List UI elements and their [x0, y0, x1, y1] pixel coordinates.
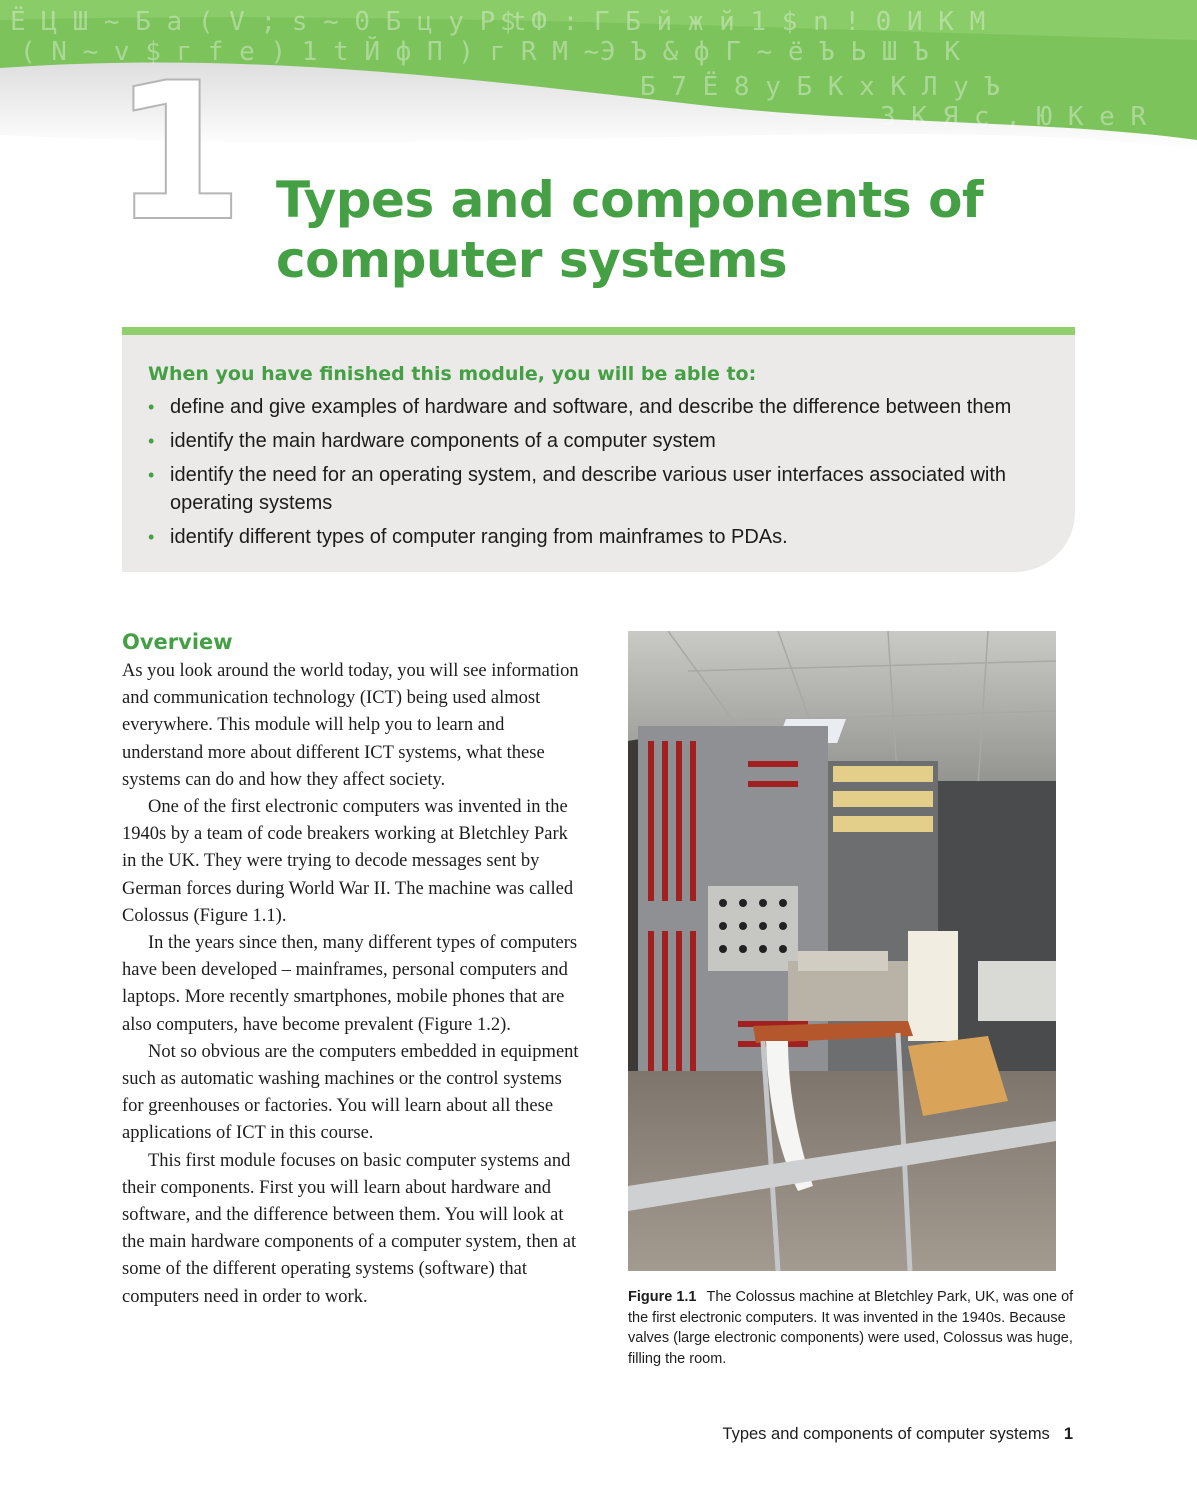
figure-caption-text: The Colossus machine at Bletchley Park, UK, was one of the first electronic computers. It was invented in the 1940s. Because valves (large electronic components) were used, Colossus was huge, filling the room. [628, 1289, 1074, 1367]
objective-item [148, 393, 1049, 421]
page-number: 1 [1063, 1425, 1073, 1443]
colossus-photo [628, 631, 1056, 1271]
overview-heading: Overview [122, 630, 233, 654]
bullet-icon: • [148, 397, 155, 417]
figure-caption [628, 1287, 1078, 1369]
objectives-list [148, 393, 1049, 551]
learning-objectives-panel [122, 327, 1075, 572]
objective-text: define and give examples of hardware and software, and describe the difference between them [170, 396, 1012, 418]
svg-text:Э Ъ & ф Г ~ ё Ъ Ь Ш Ъ К: Э Ъ & ф Г ~ ё Ъ Ь Ш Ъ К [600, 37, 961, 67]
running-title: Types and components of computer systems [722, 1425, 1050, 1443]
overview-paragraph: This first module focuses on basic computer systems and their components. First you will learn about hardware and software, and the difference between them. You will look at the main hardware components of a computer system, then at some of the different operating systems (software) that computers need in order to work. [122, 1150, 577, 1307]
bullet-icon: • [148, 431, 155, 451]
overview-paragraph: In the years since then, many different types of computers have been developed – mainframes, personal computers and laptops. More recently smartphones, mobile phones that are also computers, have become prevalent (Figure 1.2). [122, 933, 578, 1035]
svg-text:( N ~ v $ г f e ) 1 t Й ф П ): ( N ~ v $ г f e ) 1 t Й ф П ) г R М ~ [20, 37, 600, 67]
objective-text: identify different types of computer ranging from mainframes to PDAs. [170, 526, 788, 548]
svg-text:Ё Ц Ш ~ Б а ( V ; s ~ 0 Б ц y: Ё Ц Ш ~ Б а ( V ; s ~ 0 Б ц y P t [10, 7, 527, 37]
overview-paragraph: One of the first electronic computers was invented in the 1940s by a team of code breakers working at Bletchley Park in the UK. They were trying to decode messages sent by German forces during World War II. The machine was called Colossus (Figure 1.1). [122, 797, 574, 926]
objective-text: identify the main hardware components of a computer system [170, 430, 716, 452]
chapter-title-line-2: computer systems [276, 231, 788, 289]
svg-text:3 К Я с , Ю К e R: 3 К Я с , Ю К e R [880, 102, 1147, 132]
chapter-number: 1 [112, 42, 245, 263]
svg-text:$ Ф : Г Б й ж й 1 $ n ! 0 И К: $ Ф : Г Б й ж й 1 $ n ! 0 И К М [500, 7, 986, 37]
chapter-title [276, 170, 983, 290]
overview-paragraph: As you look around the world today, you will see information and communication technology (ICT) being used almost everywhere. This module will help you to learn and understand more about different ICT systems, what these systems can do and how they affect society. [122, 661, 579, 790]
page-footer [722, 1425, 1073, 1444]
overview-paragraph: Not so obvious are the computers embedded in equipment such as automatic washing machines or the control systems for greenhouses or factories. You will learn about all these applications of ICT in this course. [122, 1041, 579, 1144]
chapter-title-line-1: Types and components of [276, 171, 984, 229]
bullet-icon: • [148, 465, 155, 485]
bullet-icon: • [148, 527, 155, 547]
objectives-heading: When you have finished this module, you will be able to: [148, 363, 757, 385]
svg-text:Б 7 Ё 8 у Б К х К Л у Ъ: Б 7 Ё 8 у Б К х К Л у Ъ [640, 72, 1001, 102]
figure-label: Figure 1.1 [628, 1289, 697, 1305]
objective-item [148, 427, 1049, 455]
overview-section [122, 630, 582, 1311]
objective-item [148, 523, 1049, 551]
objective-item [148, 461, 1049, 517]
objective-text: identify the need for an operating system, and describe various user interfaces associated with operating systems [170, 464, 1007, 514]
